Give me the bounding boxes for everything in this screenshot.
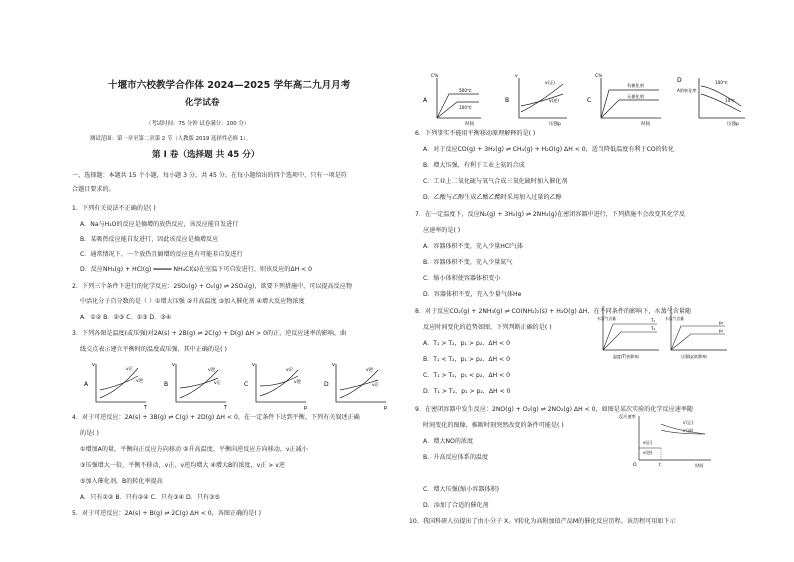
q9-option-c: C．增大压强(缩小容器体积): [423, 486, 500, 493]
q3-graph-a-c2: v逆: [136, 379, 144, 384]
svg-text:v: v: [92, 362, 95, 368]
q5-graph-b-letter: B: [505, 97, 510, 104]
q6-option-d: D．乙酸与乙醇生成乙酸乙酯时采用加入过量的乙醇: [423, 194, 562, 201]
q3-graph-b-x: T: [224, 405, 228, 410]
q5-graph-d-x: 压强p: [727, 122, 739, 127]
q8-g1-y: 水蒸气含量: [597, 316, 616, 321]
q1-option-a: A．Na与H₂O的反应是熵增的放热反应，该反应能自发进行: [80, 221, 239, 228]
q8-option-d: D．T₁ > T₂，p₁ > p₂，ΔH < 0: [423, 388, 511, 395]
q9-graph: [619, 410, 715, 470]
q3-graph-c-c1: v正: [286, 368, 294, 373]
q1-option-b: B．某吸热反应能自发进行，因此该反应是熵增反应: [80, 236, 219, 243]
q6-stem: 6．下列事实不能用平衡移动原理解释的是( ): [415, 130, 536, 137]
q3-graph-b-c2: v正: [214, 381, 222, 386]
q8-g2-y: 水蒸气含量: [665, 316, 684, 321]
q5-graph-d-l1: 100℃: [715, 80, 728, 85]
q8-line2: 反应时间变化的趋势如图，下列判断正确的是( ): [423, 324, 552, 331]
q9-g-l3: v(正): [643, 440, 653, 445]
q8-option-b: B．T₁ < T₂，p₁ > p₂，ΔH < 0: [423, 356, 510, 363]
q7-option-b: B．容器体积不变，充入少量氮气: [423, 259, 513, 266]
q3-graphs: [76, 360, 396, 410]
q9-option-d: D．添加了合适的催化剂: [423, 502, 489, 509]
q3-graph-d-x: p: [384, 405, 388, 410]
q9-g-y: 反应速率: [619, 414, 636, 419]
q5-line1: 5．对于可逆反应：2A(s) + B(g) ⇌ 2C(g) ΔH < 0，各图正确的是( ): [72, 510, 262, 517]
q8-g2-l1: p₂: [719, 320, 724, 325]
q8-g2-x: 压强(p)的影响: [681, 354, 707, 359]
instructions-line1: 一、选择题：本题共 15 个小题，每小题 3 分，共 45 分。在每小题给出的四个选项中，只有一项是符: [72, 172, 347, 179]
q5-graph-c-y: C%: [595, 74, 603, 79]
q8-g1-l1: T₁: [651, 318, 656, 323]
q3-graph-a-x: T: [144, 405, 148, 410]
q9-line1: 9．在密闭容器中发生反应：2NO(g) + O₂(g) ⇌ 2NO₂(g) ΔH < 0，如图是某次实验的化学反应速率随: [415, 406, 694, 413]
q8-g2-l2: p₁: [719, 328, 724, 333]
q4-statement1: ①增加A的量，平衡向正反应方向移动 ②升高温度，平衡向逆反应方向移动，v正减小: [80, 446, 308, 453]
subject-title: 化学试卷: [185, 98, 220, 108]
q3-graph-d-letter: D: [324, 381, 329, 388]
q9-g-l4: v(逆): [643, 450, 653, 455]
svg-text:v: v: [252, 362, 255, 368]
instructions-line2: 合题目要求的。: [72, 186, 115, 193]
q4-statement2: ③压强增大一倍，平衡不移动，v正、v逆均增大 ④增大B的浓度，v正 > v逆: [80, 462, 285, 469]
exam-info: （考试时间：75 分钟 试卷满分：100 分）: [146, 121, 250, 127]
q5-graph-c-l2: 无催化剂: [627, 94, 644, 99]
q5-graph-d: [677, 77, 745, 127]
q3-graph-b-c1: v逆: [208, 368, 216, 373]
q6-option-a: A．对于反应CO(g) + 3H₂(g) ⇌ CH₄(g) + H₂O(g) ΔH < 0，适当降低温度有利于CO的转化: [423, 146, 674, 153]
q3-graph-c-c2: v逆: [294, 380, 302, 385]
q5-graph-c-x: 时间: [641, 122, 650, 127]
q7-option-d: D．容器体积不变，充入少量气体He: [423, 291, 522, 298]
q5-graph-b: [505, 74, 567, 127]
q5-graph-b-l2: v(逆): [549, 98, 559, 103]
q8-line1: 8．对于反应CO₂(g) + 2NH₃(g) ⇌ CO(NH₂)₂(s) + H₂O(g) ΔH，在不同条件的影响下，水蒸气含量随: [415, 308, 691, 315]
q10-line1: 10．我国科研人员提出了由小分子 X、Y转化为高附加值产品M的催化反应历程。该历程可用如下示: [409, 518, 676, 525]
exam-title: 十堰市六校教学合作体 2024—2025 学年高二九月月考: [108, 80, 351, 91]
q9-g-l1: v′(正): [683, 420, 694, 425]
q1-option-d: D．反应NH₃(g) + HCl(g) ═════ NH₄Cl(s)在室温下可自发进行，则该反应的ΔH < 0: [80, 266, 313, 273]
q5-graph-c-letter: C: [587, 97, 592, 104]
q9-option-b: B．升高反应体系的温度: [423, 454, 489, 461]
q9-g-l2: v′(逆): [683, 428, 694, 433]
q6-option-c: C．工业上二氧化硫与氧气合成三氧化硫时加入催化剂: [423, 178, 568, 185]
q3-graph-b: [164, 362, 228, 410]
q3-graph-d: [324, 362, 387, 410]
q5-graph-a-l2: 100℃: [459, 105, 472, 110]
q1-option-c: C．通常情况下，一个放热且熵增的反应也有可能非自发进行: [80, 251, 243, 258]
q3-graph-c-letter: C: [244, 381, 249, 388]
q8-g1-l2: T₂: [651, 326, 656, 331]
q2-line2: 中活化分子百分数的是（ ）①增大压强 ②升高温度 ③加入催化剂 ④增大反应物浓度: [80, 298, 305, 305]
svg-text:v: v: [172, 362, 175, 368]
q4-line2: 的是( ): [80, 430, 99, 437]
q5-graph-b-y: v: [515, 74, 518, 79]
q6-option-b: B．增大压强，有利于工业上氨的合成: [423, 162, 525, 169]
q5-graph-c-l1: 有催化剂: [627, 83, 644, 88]
q7-line1: 7．在一定温度下，反应N₂(g) + 3H₂(g) ⇌ 2NH₃(g)在密闭容器中进行，下列措施不会改变其化学反: [415, 211, 685, 218]
q7-line2: 应速率的是( ): [423, 227, 461, 234]
q5-graphs: [419, 72, 749, 130]
q4-line1: 4．对于可逆反应：2A(s) + 3B(g) ⇌ C(g) + 2D(g) ΔH < 0，在一定条件下达到平衡，下列有关叙述正确: [72, 414, 360, 421]
q3-graph-a-letter: A: [84, 381, 89, 388]
q5-graph-c: [587, 73, 661, 127]
q5-graph-d-l2: 10℃: [725, 98, 736, 103]
q3-line2: 线交点表示建立平衡时的温度或压强，其中正确的是( ): [80, 346, 227, 353]
q4-options: A．只有①② B．只有②④ C．只有③④ D．只有③⑤: [80, 494, 220, 501]
svg-text:v: v: [332, 362, 335, 368]
q9-g-t: t: [659, 462, 661, 467]
q9-option-a: A．增大NO的浓度: [423, 438, 474, 445]
q5-graph-d-letter: D: [677, 77, 682, 84]
q3-graph-c-x: p: [304, 405, 308, 410]
q3-graph-c: [244, 362, 307, 410]
q1-stem: 1．下列有关说法不正确的是( ): [72, 205, 156, 212]
q3-graph-d-c1: v逆: [366, 368, 374, 373]
q5-graph-a-y: C%: [431, 74, 439, 79]
q8-graph-pressure: [665, 306, 727, 359]
q3-graph-d-c2: v正: [372, 383, 380, 388]
q5-graph-b-l1: v(正): [545, 80, 555, 85]
q8-option-a: A．T₁ > T₂，p₁ > p₂，ΔH < 0: [423, 340, 510, 347]
q5-graph-b-x: 压强p: [549, 122, 561, 127]
q8-g1-x: 温度(T)的影响: [613, 354, 639, 359]
q5-graph-d-y: A的转化率: [677, 88, 697, 93]
q7-option-a: A．容器体积不变，充入少量HCl气体: [423, 243, 524, 250]
test-scope: 测试范围：第一章至第二章第 2 节（人教版 2019 选择性必修 1）。: [90, 136, 252, 142]
q5-graph-a-letter: A: [423, 97, 428, 104]
q2-line1: 2．下列三个条件下进行的化学反应：2SO₂(g) + O₂(g) ⇌ 2SO₃(g)，欲要下列措施中，可以提高反应物: [72, 283, 352, 290]
svg-text:O: O: [633, 463, 637, 468]
q8-graph-temperature: [597, 306, 659, 359]
q7-option-c: C．缩小体积使容器体积变小: [423, 275, 501, 282]
q3-graph-b-letter: B: [164, 381, 169, 388]
q4-statement3: ⑤加入催化剂，B的转化率提高: [80, 478, 163, 485]
q2-options: A．①② B．②③ C．①③ D．③④: [80, 314, 172, 321]
right-column: [397, 0, 794, 562]
q5-graph-a-l1: 500℃: [459, 88, 472, 93]
q3-line1: 3．下列各图是温度(或压强)对2A(s) + 2B(g) ⇌ 2C(g) + D(g) ΔH > 0的正、逆反应速率的影响，曲: [72, 330, 347, 337]
q8-option-c: C．T₁ > T₂，p₁ < p₂，ΔH < 0: [423, 372, 511, 379]
section-title: 第 I 卷（选择题 共 45 分）: [152, 150, 260, 160]
q8-graphs: [597, 300, 732, 362]
q9-line2: 时间变化的图像，推断时刻突然改变的条件可能是( ): [423, 422, 564, 429]
q3-graph-a: [84, 362, 148, 410]
q5-graph-a: [423, 73, 481, 127]
q5-graph-a-x: 时间: [465, 122, 474, 127]
q3-graph-a-c1: v正: [126, 367, 134, 372]
q9-g-x: 时间: [695, 463, 704, 468]
